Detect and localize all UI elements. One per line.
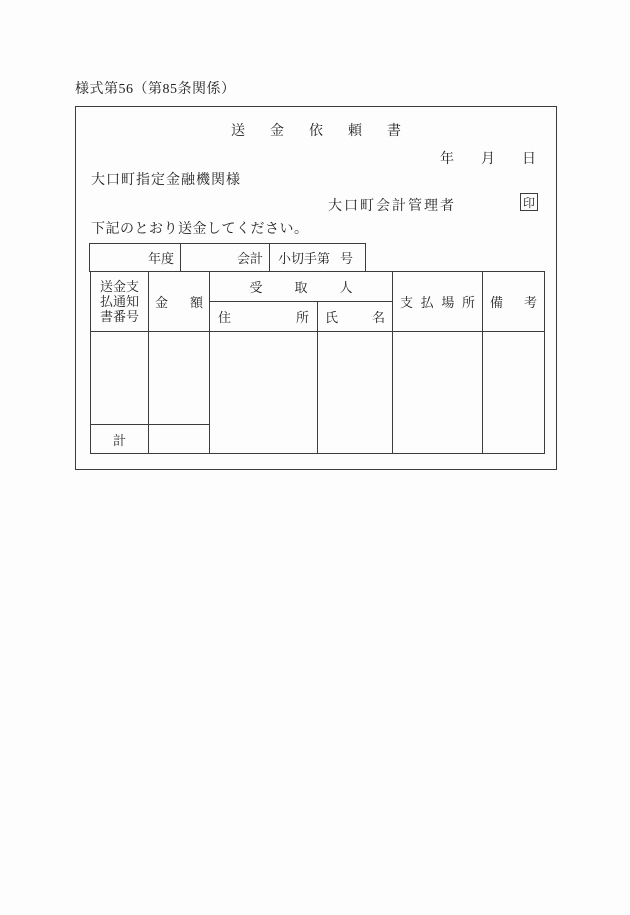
address-cell bbox=[210, 332, 318, 454]
payee-header bbox=[210, 272, 393, 302]
address-char: 住 bbox=[218, 310, 232, 325]
form-title bbox=[76, 120, 556, 140]
payee-char: 人 bbox=[339, 280, 353, 295]
remarks-char: 備 bbox=[490, 295, 504, 310]
title-char: 頼 bbox=[348, 124, 362, 139]
form-box bbox=[75, 106, 557, 470]
account-cell: 会計 bbox=[181, 244, 270, 272]
form-number-label: 様式第56（第85条関係） bbox=[75, 82, 236, 97]
payee-char: 受 bbox=[249, 280, 263, 295]
title-char: 金 bbox=[270, 124, 284, 139]
name-char: 名 bbox=[371, 310, 385, 325]
place-char: 払 bbox=[420, 295, 434, 310]
remarks-char: 考 bbox=[523, 295, 537, 310]
header-row-top bbox=[91, 272, 545, 302]
check-number-cell bbox=[270, 244, 366, 272]
name-char: 氏 bbox=[325, 310, 339, 325]
payee-char: 取 bbox=[294, 280, 308, 295]
total-amount-cell bbox=[149, 425, 210, 454]
body-row bbox=[91, 332, 545, 425]
sender-label: 大口町会計管理者 bbox=[328, 199, 456, 214]
meta-table bbox=[89, 243, 366, 272]
address-char: 所 bbox=[295, 310, 309, 325]
amount-char: 額 bbox=[189, 295, 203, 310]
amount-header bbox=[149, 272, 210, 332]
notice-line: 払通知 bbox=[99, 294, 139, 309]
instruction-label: 下記のとおり送金してください。 bbox=[91, 222, 309, 237]
place-char: 支 bbox=[400, 295, 414, 310]
notice-line: 書番号 bbox=[99, 309, 139, 324]
notice-number-cell bbox=[91, 332, 149, 425]
title-char: 送 bbox=[231, 124, 245, 139]
notice-line: 送金支 bbox=[99, 279, 139, 294]
remarks-header bbox=[483, 272, 545, 332]
seal-stamp: 印 bbox=[520, 193, 538, 211]
title-char: 依 bbox=[309, 124, 323, 139]
addressee-label: 大口町指定金融機関様 bbox=[91, 173, 241, 188]
address-header bbox=[210, 302, 318, 332]
meta-row bbox=[90, 244, 366, 272]
place-char: 場 bbox=[441, 295, 455, 310]
year-label: 年 bbox=[440, 152, 454, 167]
month-label: 月 bbox=[481, 152, 495, 167]
check-suffix-label: 号 bbox=[339, 251, 353, 266]
notice-number-header bbox=[91, 272, 149, 332]
amount-char: 金 bbox=[155, 295, 169, 310]
check-prefix-label: 小切手第 bbox=[278, 251, 331, 266]
name-header bbox=[318, 302, 393, 332]
main-table bbox=[90, 271, 545, 454]
payment-place-cell bbox=[393, 332, 483, 454]
title-char: 書 bbox=[387, 124, 401, 139]
payment-place-header bbox=[393, 272, 483, 332]
remarks-cell bbox=[483, 332, 545, 454]
amount-cell bbox=[149, 332, 210, 425]
date-line bbox=[440, 148, 536, 168]
name-cell bbox=[318, 332, 393, 454]
fiscal-year-cell: 年度 bbox=[90, 244, 181, 272]
total-label-cell: 計 bbox=[91, 425, 149, 454]
day-label: 日 bbox=[522, 152, 536, 167]
place-char: 所 bbox=[461, 295, 475, 310]
